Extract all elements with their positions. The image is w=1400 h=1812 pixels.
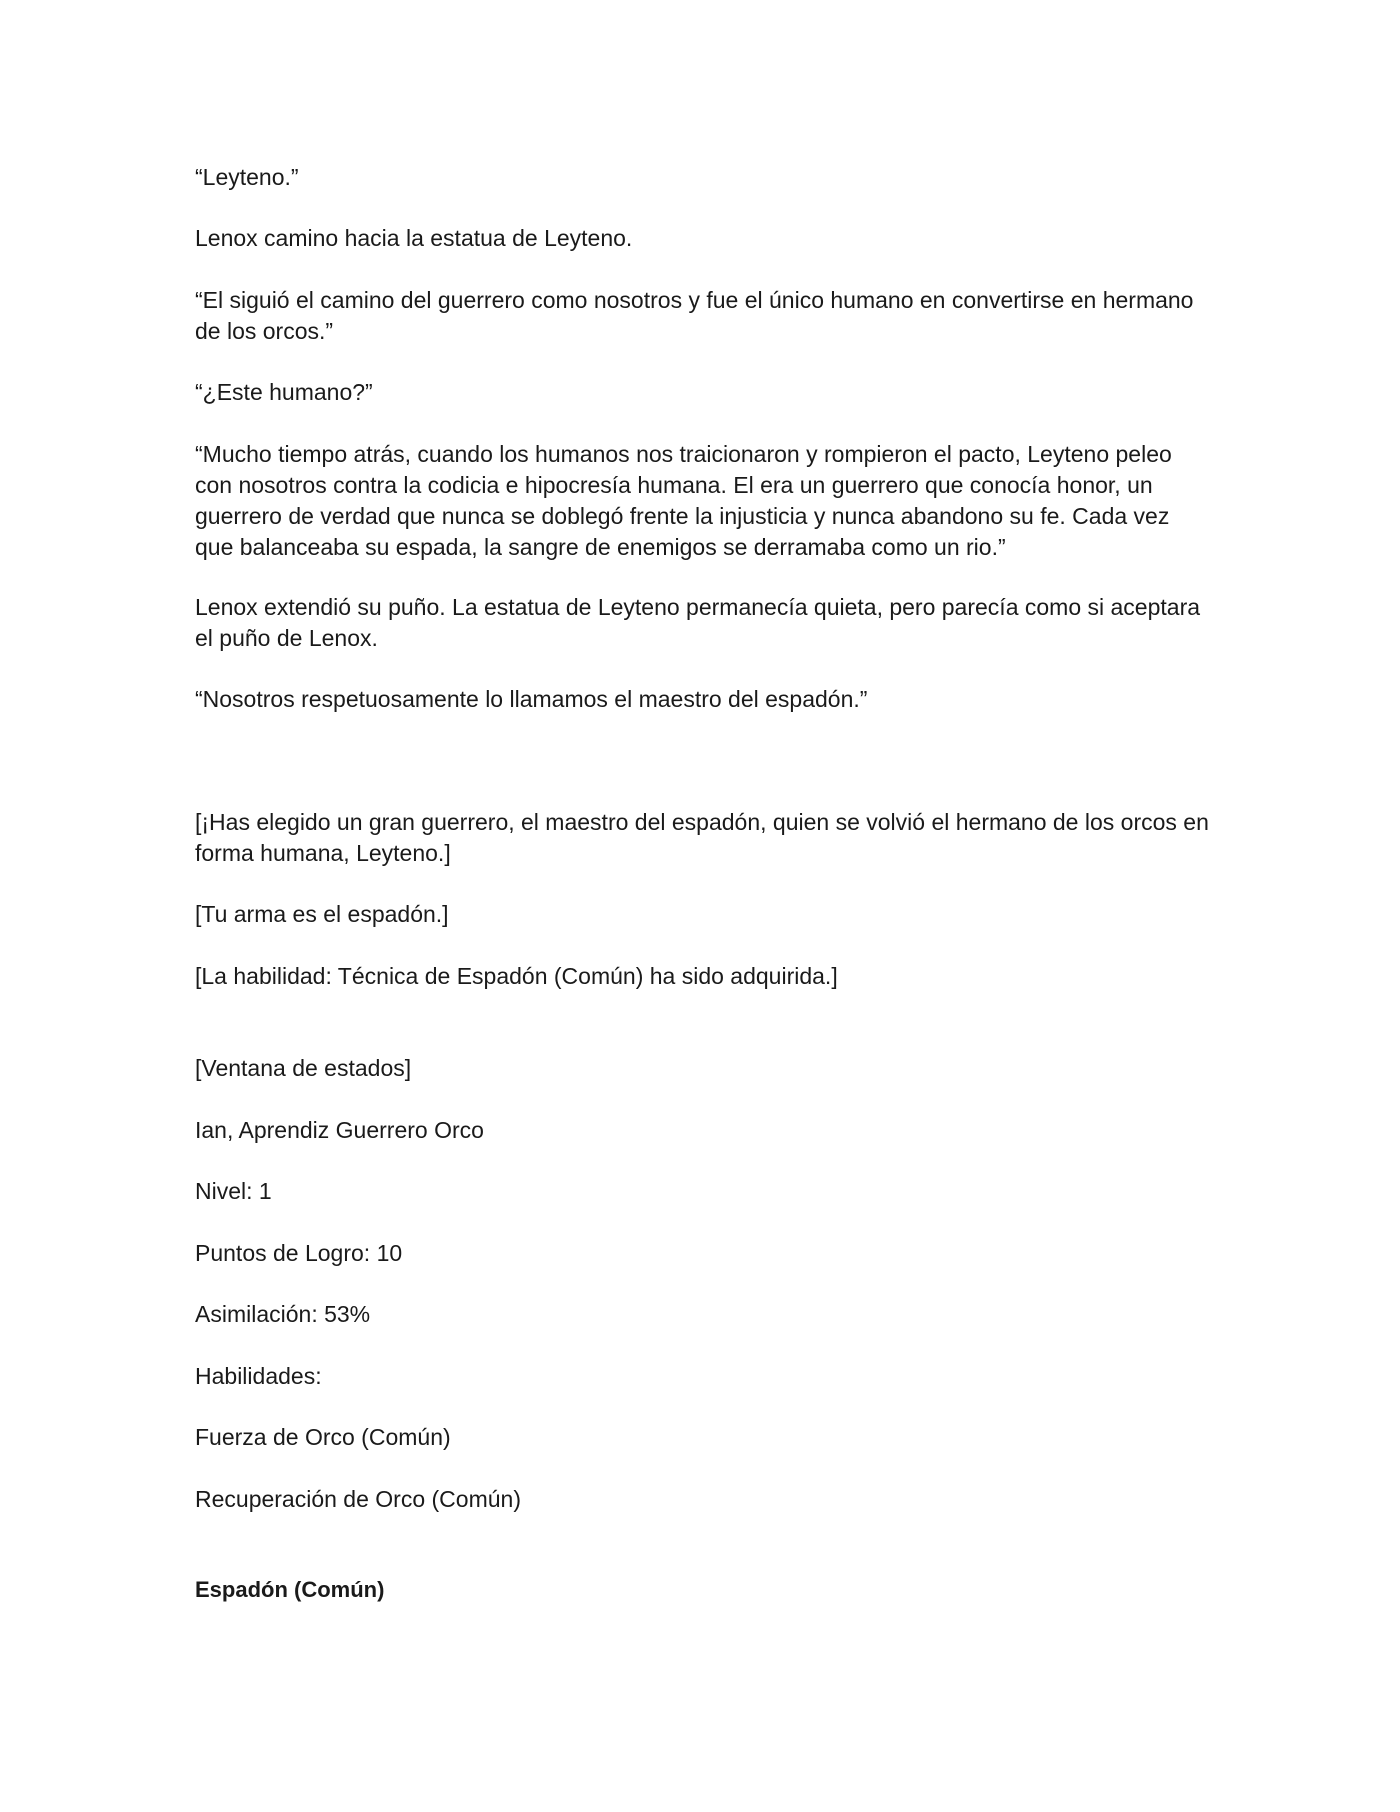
dialogue-this-human: “¿Este humano?” <box>195 379 373 405</box>
dialogue-warrior-path: “El siguió el camino del guerrero como nosotros y fue el único humano en convertirse en hermano de los orcos.” <box>195 287 1194 344</box>
status-assimilation: Asimilación: 53% <box>195 1301 371 1327</box>
status-new-skill: Espadón (Común) <box>195 1577 385 1602</box>
status-name: Ian, Aprendiz Guerrero Orco <box>195 1117 484 1143</box>
system-message-weapon: [Tu arma es el espadón.] <box>195 901 449 927</box>
status-window-title: [Ventana de estados] <box>195 1055 412 1081</box>
narration-fist: Lenox extendió su puño. La estatua de Leyteno permanecía quieta, pero parecía como si aceptara el puño de Lenox. <box>195 594 1201 651</box>
system-message-chosen: [¡Has elegido un gran guerrero, el maestro del espadón, quien se volvió el hermano de los orcos en forma humana, Leyteno.] <box>195 809 1209 866</box>
status-level: Nivel: 1 <box>195 1178 272 1204</box>
status-achievement-points: Puntos de Logro: 10 <box>195 1240 403 1266</box>
dialogue-master-title: “Nosotros respetuosamente lo llamamos el maestro del espadón.” <box>195 686 868 712</box>
status-skill-item: Recuperación de Orco (Común) <box>195 1486 521 1512</box>
dialogue-leyteno: “Leyteno.” <box>195 164 299 190</box>
dialogue-long-ago: “Mucho tiempo atrás, cuando los humanos nos traicionaron y rompieron el pacto, Leyteno peleo con nosotros contra la codicia e hipocresía humana. El era un guerrero que conocía honor, un guerrero de verdad que nunca se doblegó frente la injusticia y nunca abandono su fe. Cada vez que balanceaba su espada, la sangre de enemigos se derramaba como un rio.” <box>195 441 1172 560</box>
narration-lenox-walks: Lenox camino hacia la estatua de Leyteno. <box>195 225 633 251</box>
system-message-skill-acquired: [La habilidad: Técnica de Espadón (Común) ha sido adquirida.] <box>195 963 838 989</box>
status-skill-item: Fuerza de Orco (Común) <box>195 1424 451 1450</box>
status-skills-label: Habilidades: <box>195 1363 322 1389</box>
